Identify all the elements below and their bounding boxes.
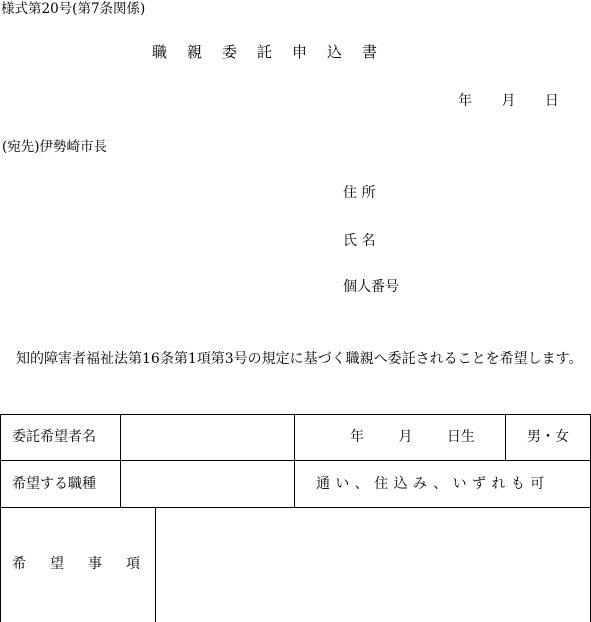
document-title: 職親委託申込書 <box>152 43 398 61</box>
table-column-divider <box>294 414 295 507</box>
table-row-divider <box>0 460 591 461</box>
table-border-left <box>0 414 1 622</box>
name-label: 氏 名 <box>343 233 376 249</box>
birth-date-field: 年 月 日生 <box>350 429 475 445</box>
application-statement: 知的障害者福祉法第16条第1項第3号の規定に基づく職親へ委託されることを希望します。 <box>16 351 583 367</box>
date-line: 年 月 日 <box>458 93 559 109</box>
table-border-top <box>0 414 591 415</box>
desired-job-label: 希望する職種 <box>12 476 96 492</box>
table-column-divider <box>505 414 506 460</box>
table-column-divider <box>120 414 121 507</box>
table-row-divider <box>0 507 591 508</box>
personal-number-label: 個人番号 <box>343 279 399 295</box>
work-style-options: 通い、住込み、いずれも可 <box>316 476 550 492</box>
applicant-name-label: 委託希望者名 <box>12 429 96 445</box>
form-number: 様式第20号(第7条関係) <box>1 1 146 17</box>
address-label: 住 所 <box>343 185 376 201</box>
sex-field: 男・女 <box>527 429 569 445</box>
wishes-label: 希望事項 <box>12 556 164 572</box>
addressee: (宛先)伊勢崎市長 <box>2 139 108 155</box>
